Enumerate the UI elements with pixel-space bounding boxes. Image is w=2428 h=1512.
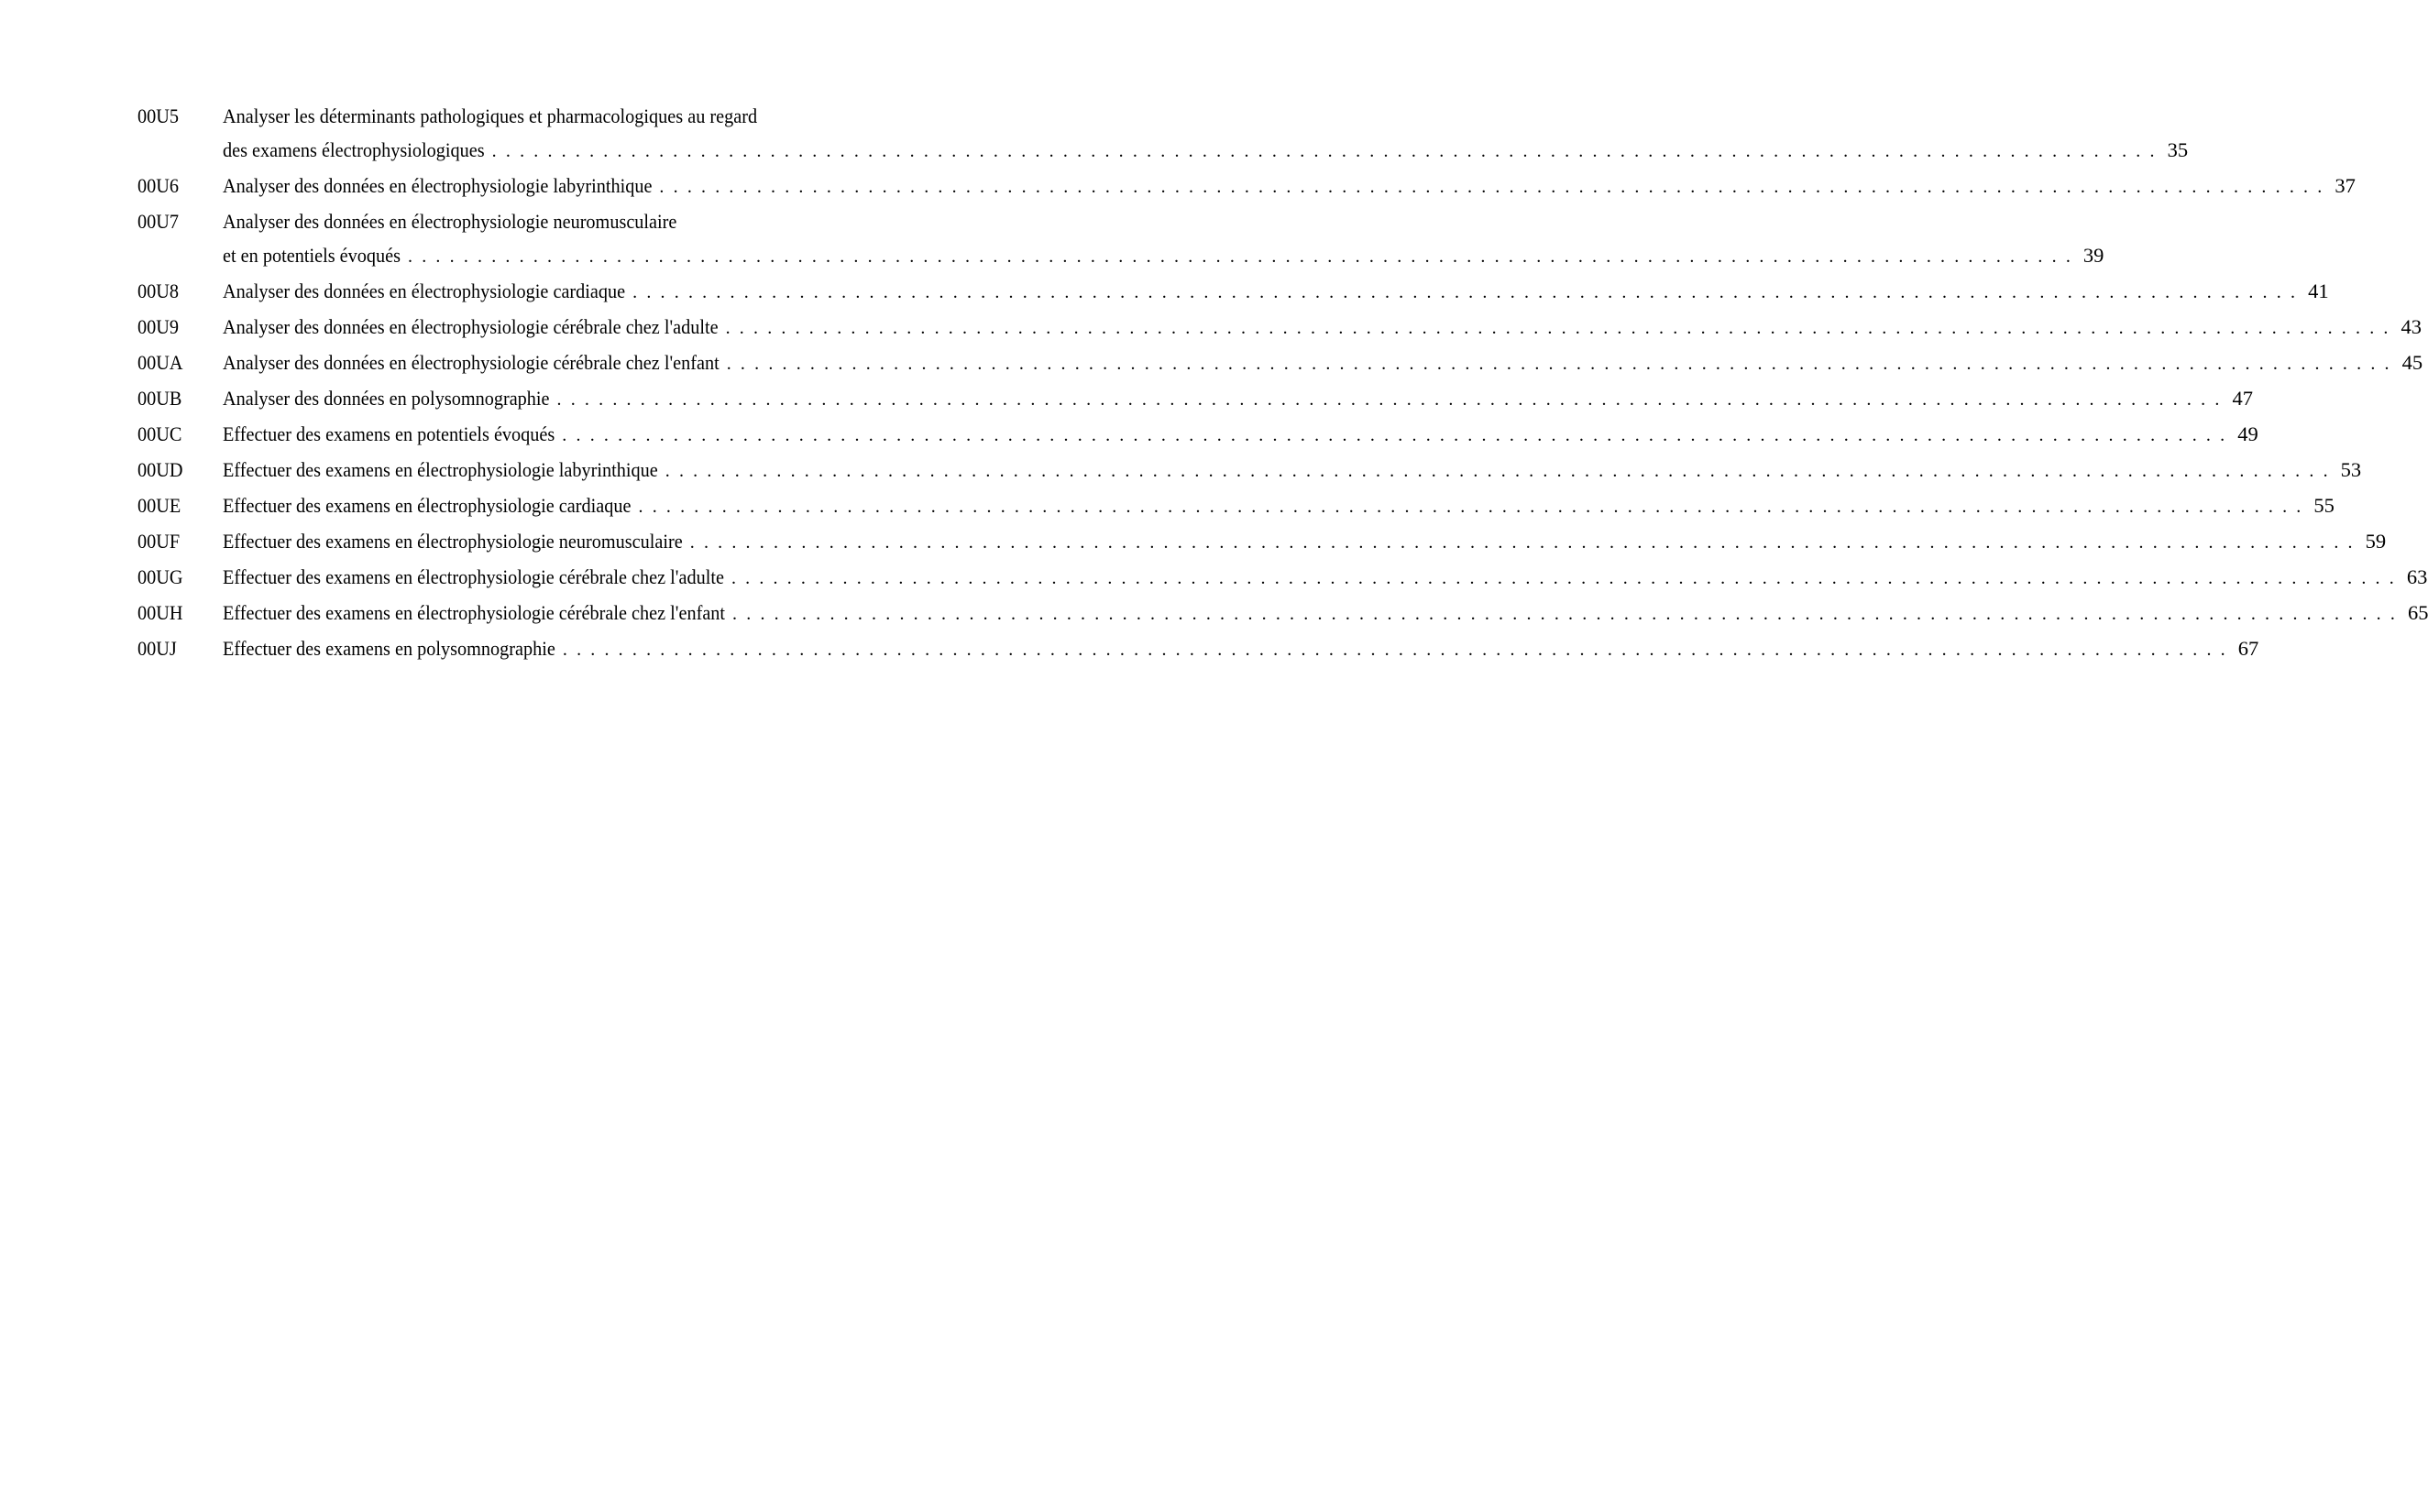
toc-entry-page-number: 41: [2308, 279, 2329, 302]
toc-dot-leader: . . . . . . . . . . . . . . . . . . . . . . . . . . . . . . . . . . . . . . . . . . . . . . . . . . . . . . . . . . . . . . . . . . . . . . . . . . . . . . . . . . . . . . . . . . . . . . . . . . . . . . . . . . . . . . . . . . . . . . . .: [689, 532, 2356, 553]
toc-entry-title-text: Effectuer des examens en électrophysiologie labyrinthique: [223, 458, 658, 481]
toc-entry-title-text: Effectuer des examens en électrophysiologie cardiaque: [223, 494, 632, 517]
toc-entry-title-text: Analyser des données en électrophysiologie labyrinthique: [223, 174, 653, 197]
toc-entry-title-text: Effectuer des examens en polysomnographie: [223, 637, 555, 660]
toc-entry-title-wrap: [223, 204, 676, 238]
toc-entry: [137, 453, 2362, 488]
toc-entry: [137, 381, 2253, 417]
toc-entry: [137, 417, 2258, 453]
toc-entry-title-text: Effectuer des examens en électrophysiologie cérébrale chez l'enfant: [223, 601, 726, 624]
toc-dot-leader: . . . . . . . . . . . . . . . . . . . . . . . . . . . . . . . . . . . . . . . . . . . . . . . . . . . . . . . . . . . . . . . . . . . . . . . . . . . . . . . . . . . . . . . . . . . . . . . . . . . . . . . . . . . . . . . . . . . . . . . .: [638, 497, 2303, 517]
toc-entry-content: [223, 560, 2428, 596]
toc-entry-code: 00UA: [137, 351, 183, 374]
toc-entry-code: 00U6: [137, 174, 179, 197]
toc-entry-page-number: 45: [2401, 351, 2423, 374]
toc-entry: [137, 345, 2423, 381]
toc-entry-title-text: Effectuer des examens en électrophysiologie neuromusculaire: [223, 530, 683, 553]
toc-entry-page-number: 53: [2340, 458, 2362, 481]
toc-dot-leader: . . . . . . . . . . . . . . . . . . . . . . . . . . . . . . . . . . . . . . . . . . . . . . . . . . . . . . . . . . . . . . . . . . . . . . . . . . . . . . . . . . . . . . . . . . . . . . . . . . . . . . . . . . . . . . . . . . . . . . . .: [562, 425, 2227, 445]
toc-entry-content: [223, 99, 2189, 169]
toc-entry-page-number: 67: [2237, 637, 2259, 660]
toc-entry-title-wrap: [223, 274, 625, 308]
toc-entry-page-number: 39: [2082, 244, 2104, 267]
toc-entry-title-line: [223, 631, 2259, 667]
toc-entry-title-line: [223, 133, 2189, 169]
toc-entry-title-wrap: [223, 524, 683, 558]
toc-entry: [137, 560, 2428, 596]
toc-entry-title-wrap: [223, 310, 719, 344]
toc-entry-page-number: 35: [2167, 138, 2189, 161]
toc-entry-title-wrap: [223, 133, 485, 167]
toc-entry-title-text: des examens électrophysiologiques: [223, 138, 485, 161]
toc-entry-page-number: 63: [2406, 565, 2428, 588]
toc-entry-title-wrap: [223, 453, 658, 487]
toc-entry-title-line: [223, 417, 2258, 453]
toc-dot-leader: . . . . . . . . . . . . . . . . . . . . . . . . . . . . . . . . . . . . . . . . . . . . . . . . . . . . . . . . . . . . . . . . . . . . . . . . . . . . . . . . . . . . . . . . . . . . . . . . . . . . . . . . . . . . . . . . . . . . . . . .: [665, 461, 2331, 481]
toc-entry-code: 00U8: [137, 279, 179, 302]
toc-entry-content: [223, 417, 2258, 453]
toc-entry-title-text: Analyser des données en électrophysiologie cardiaque: [223, 279, 626, 302]
toc-dot-leader: . . . . . . . . . . . . . . . . . . . . . . . . . . . . . . . . . . . . . . . . . . . . . . . . . . . . . . . . . . . . . . . . . . . . . . . . . . . . . . . . . . . . . . . . . . . . . . . . . . . . . . . . . . . . . . . . . . . . . . . .: [731, 568, 2397, 588]
toc-entry-page-number: 55: [2313, 494, 2335, 517]
toc-dot-leader: . . . . . . . . . . . . . . . . . . . . . . . . . . . . . . . . . . . . . . . . . . . . . . . . . . . . . . . . . . . . . . . . . . . . . . . . . . . . . . . . . . . . . . . . . . . . . . . . . . . . . . . . . . . . . . . . . . . . . . . .: [632, 282, 2298, 302]
toc-dot-leader: . . . . . . . . . . . . . . . . . . . . . . . . . . . . . . . . . . . . . . . . . . . . . . . . . . . . . . . . . . . . . . . . . . . . . . . . . . . . . . . . . . . . . . . . . . . . . . . . . . . . . . . . . . . . . . . . . . . . . . . .: [732, 604, 2398, 624]
toc-entry-title-line: [223, 596, 2428, 631]
toc-entry-title-line: [223, 274, 2329, 310]
toc-entry: [137, 169, 2356, 204]
toc-entry-title-line: [223, 345, 2423, 381]
toc-entry-content: [223, 524, 2387, 560]
toc-entry-content: [223, 310, 2422, 345]
toc-entry-title-text: Analyser des données en électrophysiologie cérébrale chez l'enfant: [223, 351, 720, 374]
toc-entry-code: 00U5: [137, 104, 179, 127]
toc-entry-title-wrap: [223, 417, 555, 451]
toc-entry-content: [223, 274, 2329, 310]
toc-entry: [137, 204, 2104, 274]
toc-entry: [137, 596, 2428, 631]
toc-entry-code: 00U9: [137, 315, 179, 338]
toc-entry: [137, 524, 2387, 560]
table-of-contents: [137, 99, 2428, 667]
toc-entry-code: 00UC: [137, 422, 182, 445]
toc-entry-code: 00UG: [137, 565, 183, 588]
toc-entry-content: [223, 453, 2362, 488]
toc-entry-content: [223, 345, 2423, 381]
toc-entry-content: [223, 204, 2104, 274]
toc-entry-title-wrap: [223, 596, 725, 630]
toc-entry-code: 00U7: [137, 210, 179, 233]
toc-entry: [137, 631, 2259, 667]
toc-dot-leader: . . . . . . . . . . . . . . . . . . . . . . . . . . . . . . . . . . . . . . . . . . . . . . . . . . . . . . . . . . . . . . . . . . . . . . . . . . . . . . . . . . . . . . . . . . . . . . . . . . . . . . . . . . . . . . . . . . . . . . . .: [726, 354, 2392, 374]
toc-dot-leader: . . . . . . . . . . . . . . . . . . . . . . . . . . . . . . . . . . . . . . . . . . . . . . . . . . . . . . . . . . . . . . . . . . . . . . . . . . . . . . . . . . . . . . . . . . . . . . . . . . . . . . . . . . . . . . . . . . . . . . . .: [725, 318, 2390, 338]
toc-entry-title-line: [223, 560, 2428, 596]
toc-entry: [137, 99, 2189, 169]
toc-dot-leader: . . . . . . . . . . . . . . . . . . . . . . . . . . . . . . . . . . . . . . . . . . . . . . . . . . . . . . . . . . . . . . . . . . . . . . . . . . . . . . . . . . . . . . . . . . . . . . . . . . . . . . . . . . . . . . . . . . . . . . . .: [491, 141, 2158, 161]
toc-entry-title-wrap: [223, 631, 555, 665]
toc-dot-leader: . . . . . . . . . . . . . . . . . . . . . . . . . . . . . . . . . . . . . . . . . . . . . . . . . . . . . . . . . . . . . . . . . . . . . . . . . . . . . . . . . . . . . . . . . . . . . . . . . . . . . . . . . . . . . . . . . . . . . . . .: [408, 247, 2073, 267]
toc-entry-title-text: Analyser des données en électrophysiologie cérébrale chez l'adulte: [223, 315, 719, 338]
toc-entry-title-text: Effectuer des examens en potentiels évoqués: [223, 422, 555, 445]
toc-dot-leader: . . . . . . . . . . . . . . . . . . . . . . . . . . . . . . . . . . . . . . . . . . . . . . . . . . . . . . . . . . . . . . . . . . . . . . . . . . . . . . . . . . . . . . . . . . . . . . . . . . . . . . . . . . . . . . . . . . . . . . . .: [659, 177, 2324, 197]
toc-entry-title-wrap: [223, 238, 401, 272]
toc-entry-title-wrap: [223, 560, 724, 594]
toc-entry-title-line: [223, 524, 2387, 560]
toc-entry-code: 00UF: [137, 530, 181, 553]
toc-entry-title-wrap: [223, 345, 720, 379]
toc-entry-title-line: [223, 453, 2362, 488]
toc-entry-title-text: Analyser des données en électrophysiologie neuromusculaire: [223, 210, 677, 233]
toc-entry-content: [223, 596, 2428, 631]
toc-entry-code: 00UH: [137, 601, 183, 624]
toc-entry: [137, 488, 2335, 524]
toc-entry-title-text: Analyser les déterminants pathologiques et pharmacologiques au regard: [223, 104, 758, 127]
toc-dot-leader: . . . . . . . . . . . . . . . . . . . . . . . . . . . . . . . . . . . . . . . . . . . . . . . . . . . . . . . . . . . . . . . . . . . . . . . . . . . . . . . . . . . . . . . . . . . . . . . . . . . . . . . . . . . . . . . . . . . . . . . .: [562, 640, 2228, 660]
toc-entry-title-wrap: [223, 169, 652, 203]
toc-entry-page-number: 37: [2335, 174, 2356, 197]
toc-entry-title-line: [223, 204, 1022, 238]
toc-entry-code: 00UD: [137, 458, 183, 481]
toc-entry-content: [223, 381, 2253, 417]
toc-entry-page-number: 49: [2237, 422, 2258, 445]
toc-entry-title-wrap: [223, 99, 757, 133]
toc-entry-title-text: Analyser des données en polysomnographie: [223, 387, 550, 410]
toc-entry-title-text: Effectuer des examens en électrophysiologie cérébrale chez l'adulte: [223, 565, 724, 588]
toc-entry-title-line: [223, 169, 2356, 204]
toc-entry: [137, 310, 2422, 345]
toc-entry-content: [223, 488, 2335, 524]
toc-entry-title-line: [223, 238, 2104, 274]
toc-entry-content: [223, 631, 2259, 667]
toc-entry-title-line: [223, 488, 2335, 524]
toc-entry-page-number: 65: [2407, 601, 2428, 624]
toc-entry-code: 00UJ: [137, 637, 177, 660]
toc-entry-title-wrap: [223, 488, 632, 522]
toc-entry-title-line: [223, 310, 2422, 345]
toc-entry-code: 00UE: [137, 494, 181, 517]
toc-entry-title-text: et en potentiels évoqués: [223, 244, 401, 267]
toc-entry-title-line: [223, 381, 2253, 417]
toc-entry-title-wrap: [223, 381, 550, 415]
toc-entry-code: 00UB: [137, 387, 182, 410]
toc-entry-title-line: [223, 99, 1022, 133]
toc-entry: [137, 274, 2329, 310]
toc-entry-content: [223, 169, 2356, 204]
toc-entry-page-number: 43: [2401, 315, 2422, 338]
toc-entry-page-number: 59: [2365, 530, 2387, 553]
toc-dot-leader: . . . . . . . . . . . . . . . . . . . . . . . . . . . . . . . . . . . . . . . . . . . . . . . . . . . . . . . . . . . . . . . . . . . . . . . . . . . . . . . . . . . . . . . . . . . . . . . . . . . . . . . . . . . . . . . . . . . . . . . .: [556, 389, 2222, 410]
toc-entry-page-number: 47: [2232, 387, 2253, 410]
